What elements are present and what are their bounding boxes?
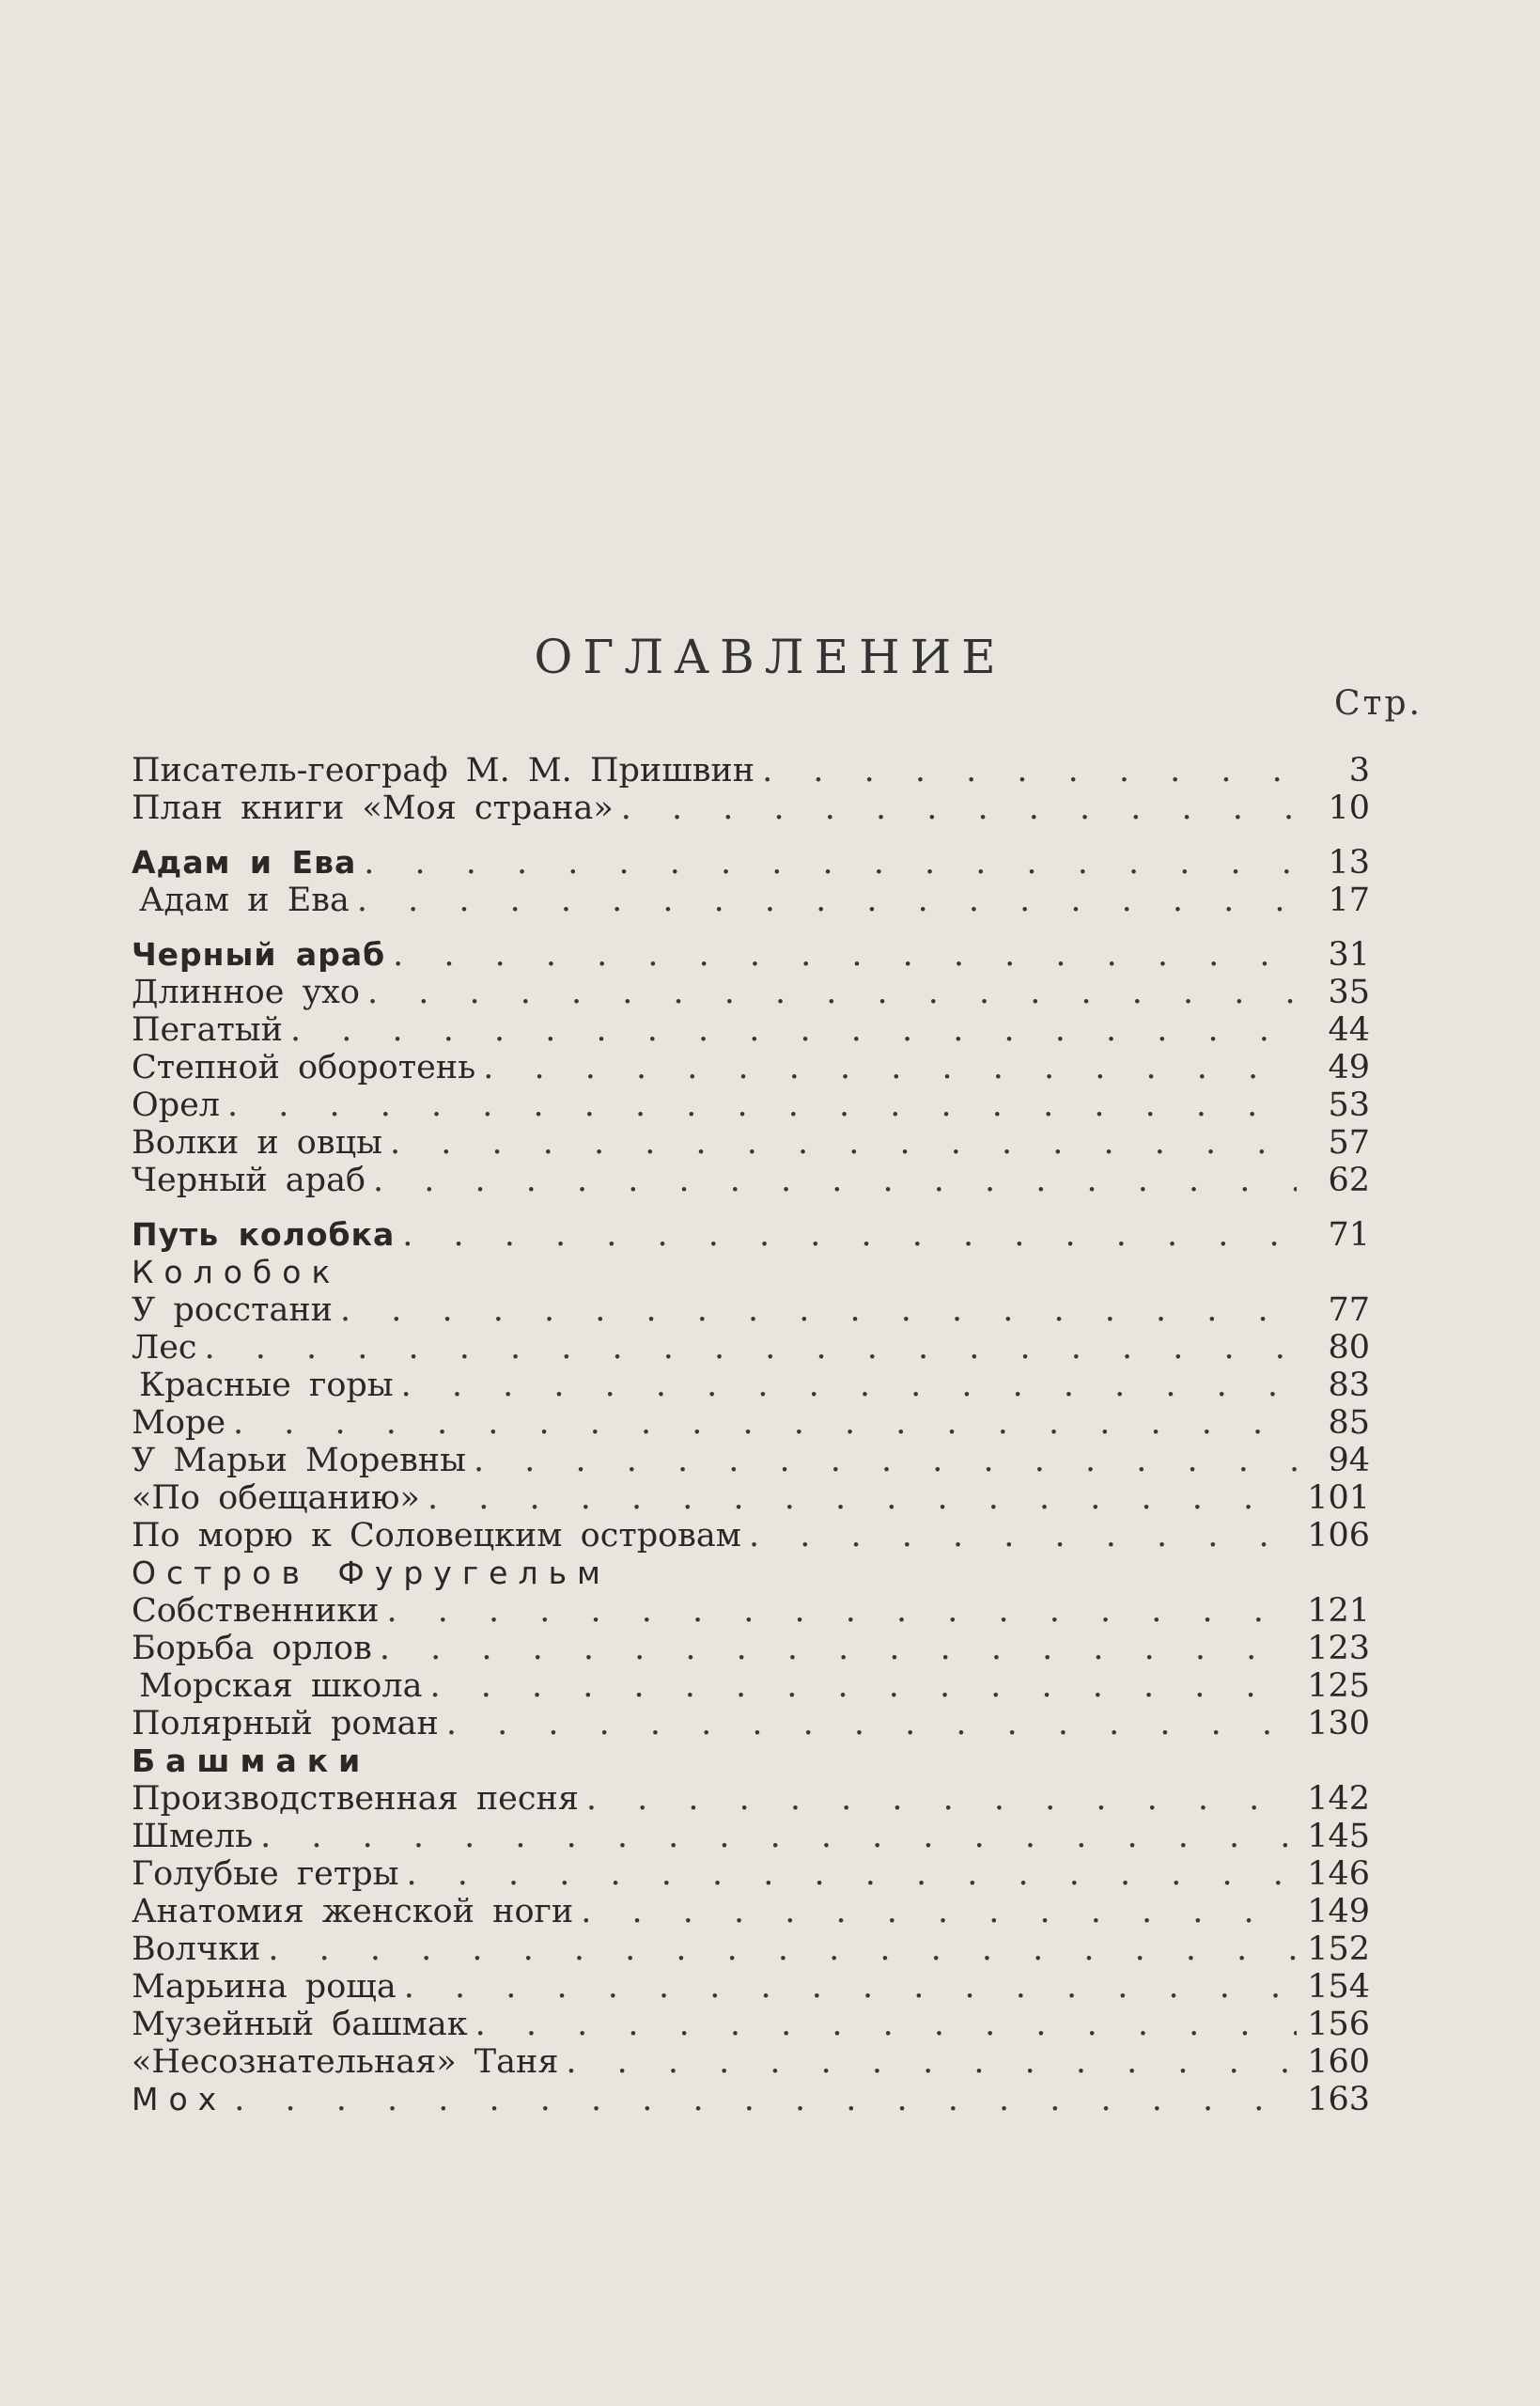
dot-leader xyxy=(762,752,1297,789)
table-of-contents xyxy=(132,752,1370,2118)
toc-row xyxy=(132,882,1370,919)
toc-row xyxy=(132,1930,1370,1968)
toc-row xyxy=(132,1742,1370,1780)
dot-leader xyxy=(234,2081,1297,2118)
toc-row xyxy=(132,1404,1370,1442)
toc-page-number: 31 xyxy=(1328,936,1370,974)
toc-entry-title: Борьба орлов xyxy=(132,1630,372,1667)
toc-page-number: 160 xyxy=(1307,2043,1370,2081)
toc-row xyxy=(132,1442,1370,1479)
toc-entry-title: Анатомия женской ноги xyxy=(132,1893,574,1930)
toc-row xyxy=(132,1780,1370,1818)
dot-leader xyxy=(233,1404,1297,1442)
dot-leader xyxy=(290,1011,1297,1049)
dot-leader xyxy=(749,1517,1297,1555)
toc-page-number: 130 xyxy=(1307,1705,1370,1742)
toc-row xyxy=(132,1630,1370,1667)
toc-entry-title: Лес xyxy=(132,1329,197,1367)
toc-page-number: 13 xyxy=(1328,844,1370,882)
toc-page-number: 44 xyxy=(1328,1011,1370,1049)
dot-leader xyxy=(268,1930,1297,1968)
toc-page-number: 53 xyxy=(1328,1086,1370,1124)
toc-row xyxy=(132,2006,1370,2043)
toc-row xyxy=(132,1555,1370,1592)
dot-leader xyxy=(475,2006,1297,2043)
toc-entry-title: Пегатый xyxy=(132,1011,283,1049)
toc-page-number: 125 xyxy=(1307,1667,1370,1705)
toc-entry-title: Остров Фуругельм xyxy=(132,1555,611,1591)
toc-entry-title: Орел xyxy=(132,1086,221,1124)
toc-page-number: 123 xyxy=(1307,1630,1370,1667)
toc-entry-title: Шмель xyxy=(132,1818,254,1855)
dot-leader xyxy=(621,789,1297,827)
toc-row xyxy=(132,844,1370,882)
toc-row xyxy=(132,752,1370,789)
toc-page-number: 163 xyxy=(1307,2081,1370,2118)
toc-entry-title: Черный араб xyxy=(132,1162,366,1199)
dot-leader xyxy=(402,1216,1297,1254)
toc-page-number: 101 xyxy=(1307,1479,1370,1517)
dot-leader xyxy=(446,1705,1297,1742)
toc-row xyxy=(132,1124,1370,1162)
toc-entry-title: «Несознательная» Таня xyxy=(132,2043,559,2081)
toc-entry-title: Марьина роща xyxy=(132,1968,397,2006)
toc-row xyxy=(132,1162,1370,1199)
dot-leader xyxy=(357,882,1297,919)
toc-row xyxy=(132,1818,1370,1855)
toc-page-number: 62 xyxy=(1328,1162,1370,1199)
dot-leader xyxy=(373,1162,1297,1199)
toc-page-number: 17 xyxy=(1328,882,1370,919)
toc-page-number: 77 xyxy=(1328,1291,1370,1329)
toc-row xyxy=(132,1855,1370,1893)
dot-leader xyxy=(586,1780,1297,1818)
dot-leader xyxy=(407,1855,1297,1893)
toc-page-number: 57 xyxy=(1328,1124,1370,1162)
toc-entry-title: Голубые гетры xyxy=(132,1855,399,1893)
toc-entry-title: Мох xyxy=(132,2081,227,2117)
toc-row xyxy=(132,1086,1370,1124)
toc-page-number: 35 xyxy=(1328,974,1370,1011)
toc-page-number: 152 xyxy=(1307,1930,1370,1968)
dot-leader xyxy=(581,1893,1297,1930)
toc-entry-title: Путь колобка xyxy=(132,1216,396,1253)
toc-page-number: 71 xyxy=(1328,1216,1370,1254)
dot-leader xyxy=(429,1667,1297,1705)
toc-entry-title: Колобок xyxy=(132,1254,341,1290)
dot-leader xyxy=(390,1124,1297,1162)
toc-row xyxy=(132,1329,1370,1367)
toc-row xyxy=(132,1517,1370,1555)
toc-row xyxy=(132,1893,1370,1930)
dot-leader xyxy=(227,1086,1297,1124)
toc-row xyxy=(132,1216,1370,1254)
toc-entry-title: Писатель-географ М. М. Пришвин xyxy=(132,752,755,789)
page-title: ОГЛАВЛЕНИЕ xyxy=(534,630,1006,684)
toc-page-number: 121 xyxy=(1307,1592,1370,1630)
toc-page-number: 142 xyxy=(1307,1780,1370,1818)
toc-page-number: 146 xyxy=(1307,1855,1370,1893)
toc-entry-title: «По обещанию» xyxy=(132,1479,420,1517)
toc-page-number: 3 xyxy=(1348,752,1370,789)
toc-entry-title: Красные горы xyxy=(139,1367,394,1404)
toc-page-number: 80 xyxy=(1328,1329,1370,1367)
toc-page-number: 145 xyxy=(1307,1818,1370,1855)
toc-entry-title: План книги «Моя страна» xyxy=(132,789,614,827)
toc-entry-title: По морю к Соловецким островам xyxy=(132,1517,741,1555)
toc-row xyxy=(132,1592,1370,1630)
dot-leader xyxy=(367,974,1297,1011)
toc-row xyxy=(132,789,1370,827)
toc-row xyxy=(132,2043,1370,2081)
toc-entry-title: Черный араб xyxy=(132,936,386,973)
toc-entry-title: Собственники xyxy=(132,1592,380,1630)
toc-page-number: 154 xyxy=(1307,1968,1370,2006)
dot-leader xyxy=(380,1630,1297,1667)
dot-leader xyxy=(387,1592,1298,1630)
toc-entry-title: Волки и овцы xyxy=(132,1124,382,1162)
toc-row xyxy=(132,1667,1370,1705)
toc-entry-title: Степной оборотень xyxy=(132,1049,476,1086)
dot-leader xyxy=(260,1818,1297,1855)
toc-row xyxy=(132,2081,1370,2118)
toc-entry-title: Полярный роман xyxy=(132,1705,439,1742)
toc-row xyxy=(132,1367,1370,1404)
toc-row xyxy=(132,974,1370,1011)
toc-entry-title: Адам и Ева xyxy=(132,844,357,881)
toc-entry-title: Волчки xyxy=(132,1930,261,1968)
toc-page-number: 156 xyxy=(1307,2006,1370,2043)
toc-page-number: 10 xyxy=(1328,789,1370,827)
toc-row xyxy=(132,936,1370,974)
toc-page-number: 49 xyxy=(1328,1049,1370,1086)
page-column-label: Стр. xyxy=(1334,684,1423,723)
dot-leader xyxy=(205,1329,1297,1367)
dot-leader xyxy=(566,2043,1297,2081)
toc-row xyxy=(132,1705,1370,1742)
toc-page-number: 106 xyxy=(1307,1517,1370,1555)
dot-leader xyxy=(340,1291,1297,1329)
toc-row xyxy=(132,1479,1370,1517)
toc-page-number: 83 xyxy=(1328,1367,1370,1404)
dot-leader xyxy=(483,1049,1297,1086)
toc-page-number: 85 xyxy=(1328,1404,1370,1442)
toc-row xyxy=(132,1011,1370,1049)
toc-page-number: 94 xyxy=(1328,1442,1370,1479)
toc-entry-title: Морская школа xyxy=(139,1667,423,1705)
toc-row xyxy=(132,1968,1370,2006)
toc-page-number: 149 xyxy=(1307,1893,1370,1930)
dot-leader xyxy=(404,1968,1297,2006)
toc-entry-title: Адам и Ева xyxy=(139,882,350,919)
dot-leader xyxy=(474,1442,1297,1479)
toc-entry-title: Музейный башмак xyxy=(132,2006,468,2043)
toc-row xyxy=(132,1254,1370,1291)
dot-leader xyxy=(428,1479,1297,1517)
toc-entry-title: У Марьи Моревны xyxy=(132,1442,466,1479)
toc-row xyxy=(132,1291,1370,1329)
toc-entry-title: У росстани xyxy=(132,1291,333,1329)
toc-entry-title: Длинное ухо xyxy=(132,974,360,1011)
toc-entry-title: Море xyxy=(132,1404,226,1442)
toc-entry-title: Производственная песня xyxy=(132,1780,579,1818)
toc-row xyxy=(132,1049,1370,1086)
toc-entry-title: Башмаки xyxy=(132,1742,371,1779)
dot-leader xyxy=(393,936,1297,974)
dot-leader xyxy=(401,1367,1297,1404)
dot-leader xyxy=(364,844,1297,882)
